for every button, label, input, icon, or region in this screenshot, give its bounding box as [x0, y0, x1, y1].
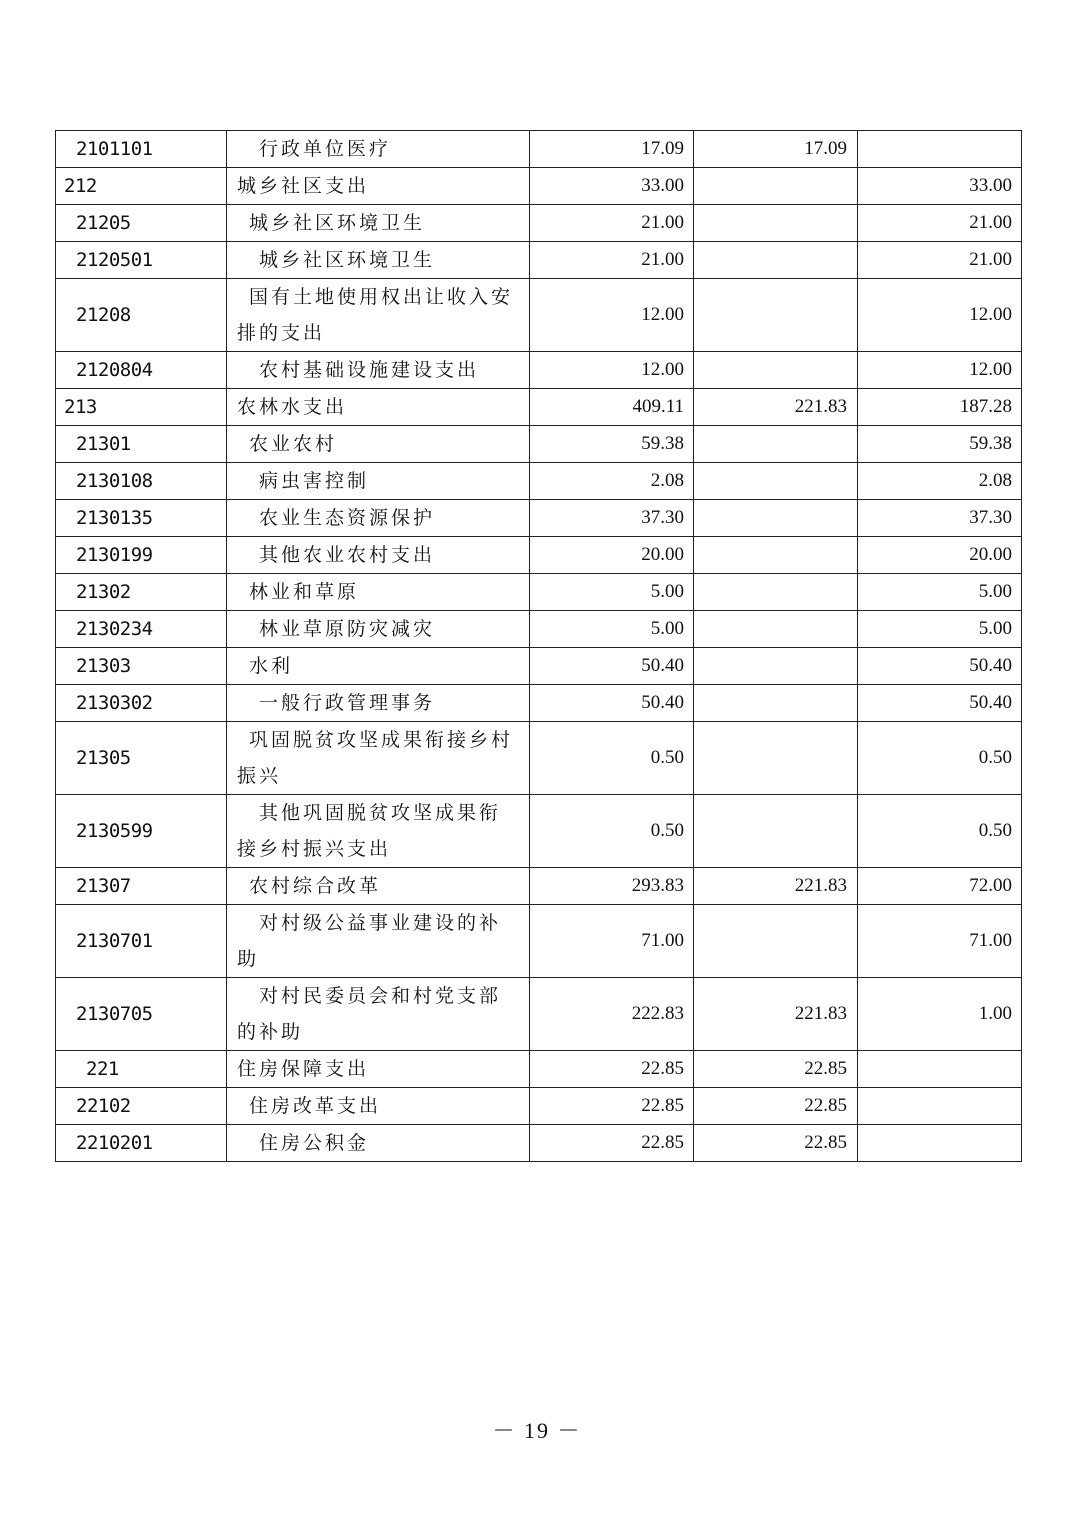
row-total: 0.50 [530, 722, 694, 795]
table-row [56, 722, 1022, 795]
row-basic [694, 537, 858, 574]
row-project: 33.00 [858, 168, 1022, 205]
row-basic: 17.09 [694, 131, 858, 168]
row-project: 12.00 [858, 352, 1022, 389]
row-project: 1.00 [858, 978, 1022, 1051]
row-code: 221 [56, 1051, 227, 1088]
table-row [56, 1088, 1022, 1125]
row-name: 住房公积金 [227, 1125, 530, 1162]
row-code: 213 [56, 389, 227, 426]
row-total: 12.00 [530, 279, 694, 352]
table-row [56, 978, 1022, 1051]
row-total: 5.00 [530, 574, 694, 611]
row-basic [694, 685, 858, 722]
row-basic [694, 168, 858, 205]
table-row [56, 168, 1022, 205]
table-row [56, 537, 1022, 574]
row-total: 20.00 [530, 537, 694, 574]
row-basic: 22.85 [694, 1051, 858, 1088]
row-name: 巩固脱贫攻坚成果衔接乡村振兴 [227, 722, 530, 795]
row-code: 21305 [56, 722, 227, 795]
row-total: 59.38 [530, 426, 694, 463]
row-name: 住房保障支出 [227, 1051, 530, 1088]
row-project: 72.00 [858, 868, 1022, 905]
row-code: 2130234 [56, 611, 227, 648]
row-code: 2130599 [56, 795, 227, 868]
row-basic: 221.83 [694, 389, 858, 426]
row-basic: 221.83 [694, 978, 858, 1051]
row-code: 21301 [56, 426, 227, 463]
row-project: 0.50 [858, 722, 1022, 795]
row-project: 37.30 [858, 500, 1022, 537]
row-code: 2130199 [56, 537, 227, 574]
row-project: 20.00 [858, 537, 1022, 574]
row-code: 2210201 [56, 1125, 227, 1162]
row-name: 城乡社区环境卫生 [227, 242, 530, 279]
row-total: 22.85 [530, 1125, 694, 1162]
row-name: 住房改革支出 [227, 1088, 530, 1125]
row-total: 0.50 [530, 795, 694, 868]
row-name: 农业农村 [227, 426, 530, 463]
row-basic [694, 722, 858, 795]
row-project: 187.28 [858, 389, 1022, 426]
row-code: 212 [56, 168, 227, 205]
table-row [56, 905, 1022, 978]
row-project: 2.08 [858, 463, 1022, 500]
row-code: 21303 [56, 648, 227, 685]
row-code: 2130705 [56, 978, 227, 1051]
table-row [56, 574, 1022, 611]
row-code: 2120501 [56, 242, 227, 279]
row-code: 2130135 [56, 500, 227, 537]
row-name: 城乡社区环境卫生 [227, 205, 530, 242]
row-name: 林业草原防灾减灾 [227, 611, 530, 648]
budget-table [55, 130, 1022, 1162]
row-total: 293.83 [530, 868, 694, 905]
table-row [56, 1125, 1022, 1162]
row-project: 59.38 [858, 426, 1022, 463]
row-code: 21307 [56, 868, 227, 905]
row-total: 22.85 [530, 1088, 694, 1125]
row-project: 50.40 [858, 648, 1022, 685]
row-total: 21.00 [530, 242, 694, 279]
row-code: 2120804 [56, 352, 227, 389]
row-code: 2130302 [56, 685, 227, 722]
row-code: 22102 [56, 1088, 227, 1125]
row-name: 林业和草原 [227, 574, 530, 611]
row-project: 21.00 [858, 205, 1022, 242]
row-basic [694, 648, 858, 685]
row-name: 国有土地使用权出让收入安排的支出 [227, 279, 530, 352]
table-row [56, 426, 1022, 463]
row-code: 2101101 [56, 131, 227, 168]
row-basic [694, 352, 858, 389]
row-name: 水利 [227, 648, 530, 685]
row-name: 农村综合改革 [227, 868, 530, 905]
row-total: 22.85 [530, 1051, 694, 1088]
row-project: 21.00 [858, 242, 1022, 279]
row-total: 409.11 [530, 389, 694, 426]
row-code: 21205 [56, 205, 227, 242]
row-basic [694, 426, 858, 463]
row-name: 农村基础设施建设支出 [227, 352, 530, 389]
table-row [56, 205, 1022, 242]
row-basic [694, 279, 858, 352]
row-total: 17.09 [530, 131, 694, 168]
row-basic: 22.85 [694, 1088, 858, 1125]
row-basic: 22.85 [694, 1125, 858, 1162]
table-row [56, 500, 1022, 537]
row-basic [694, 905, 858, 978]
row-name: 对村民委员会和村党支部的补助 [227, 978, 530, 1051]
row-name: 一般行政管理事务 [227, 685, 530, 722]
row-name: 对村级公益事业建设的补助 [227, 905, 530, 978]
row-code: 2130108 [56, 463, 227, 500]
row-total: 71.00 [530, 905, 694, 978]
row-basic [694, 242, 858, 279]
row-name: 城乡社区支出 [227, 168, 530, 205]
row-code: 2130701 [56, 905, 227, 978]
row-project [858, 1051, 1022, 1088]
row-name: 农业生态资源保护 [227, 500, 530, 537]
row-basic [694, 795, 858, 868]
row-name: 其他巩固脱贫攻坚成果衔接乡村振兴支出 [227, 795, 530, 868]
table-row [56, 648, 1022, 685]
row-basic [694, 574, 858, 611]
table-row [56, 242, 1022, 279]
row-project: 12.00 [858, 279, 1022, 352]
row-name: 病虫害控制 [227, 463, 530, 500]
table-row [56, 131, 1022, 168]
row-basic [694, 205, 858, 242]
row-name: 行政单位医疗 [227, 131, 530, 168]
row-project [858, 1125, 1022, 1162]
page-number: － 19 － [492, 1418, 582, 1443]
table-row [56, 279, 1022, 352]
row-code: 21302 [56, 574, 227, 611]
row-total: 222.83 [530, 978, 694, 1051]
row-project: 50.40 [858, 685, 1022, 722]
row-name: 其他农业农村支出 [227, 537, 530, 574]
row-total: 37.30 [530, 500, 694, 537]
table-row [56, 868, 1022, 905]
table-row [56, 1051, 1022, 1088]
row-project: 71.00 [858, 905, 1022, 978]
row-total: 21.00 [530, 205, 694, 242]
table-row [56, 352, 1022, 389]
row-total: 50.40 [530, 648, 694, 685]
row-project [858, 1088, 1022, 1125]
row-project [858, 131, 1022, 168]
row-code: 21208 [56, 279, 227, 352]
row-project: 5.00 [858, 611, 1022, 648]
row-basic: 221.83 [694, 868, 858, 905]
row-basic [694, 463, 858, 500]
table-body [56, 131, 1022, 1162]
table-row [56, 795, 1022, 868]
row-total: 5.00 [530, 611, 694, 648]
table-row [56, 611, 1022, 648]
table-row [56, 389, 1022, 426]
row-project: 5.00 [858, 574, 1022, 611]
table-row [56, 685, 1022, 722]
row-total: 33.00 [530, 168, 694, 205]
row-name: 农林水支出 [227, 389, 530, 426]
row-total: 12.00 [530, 352, 694, 389]
row-total: 2.08 [530, 463, 694, 500]
row-basic [694, 500, 858, 537]
table-row [56, 463, 1022, 500]
row-total: 50.40 [530, 685, 694, 722]
row-project: 0.50 [858, 795, 1022, 868]
row-basic [694, 611, 858, 648]
